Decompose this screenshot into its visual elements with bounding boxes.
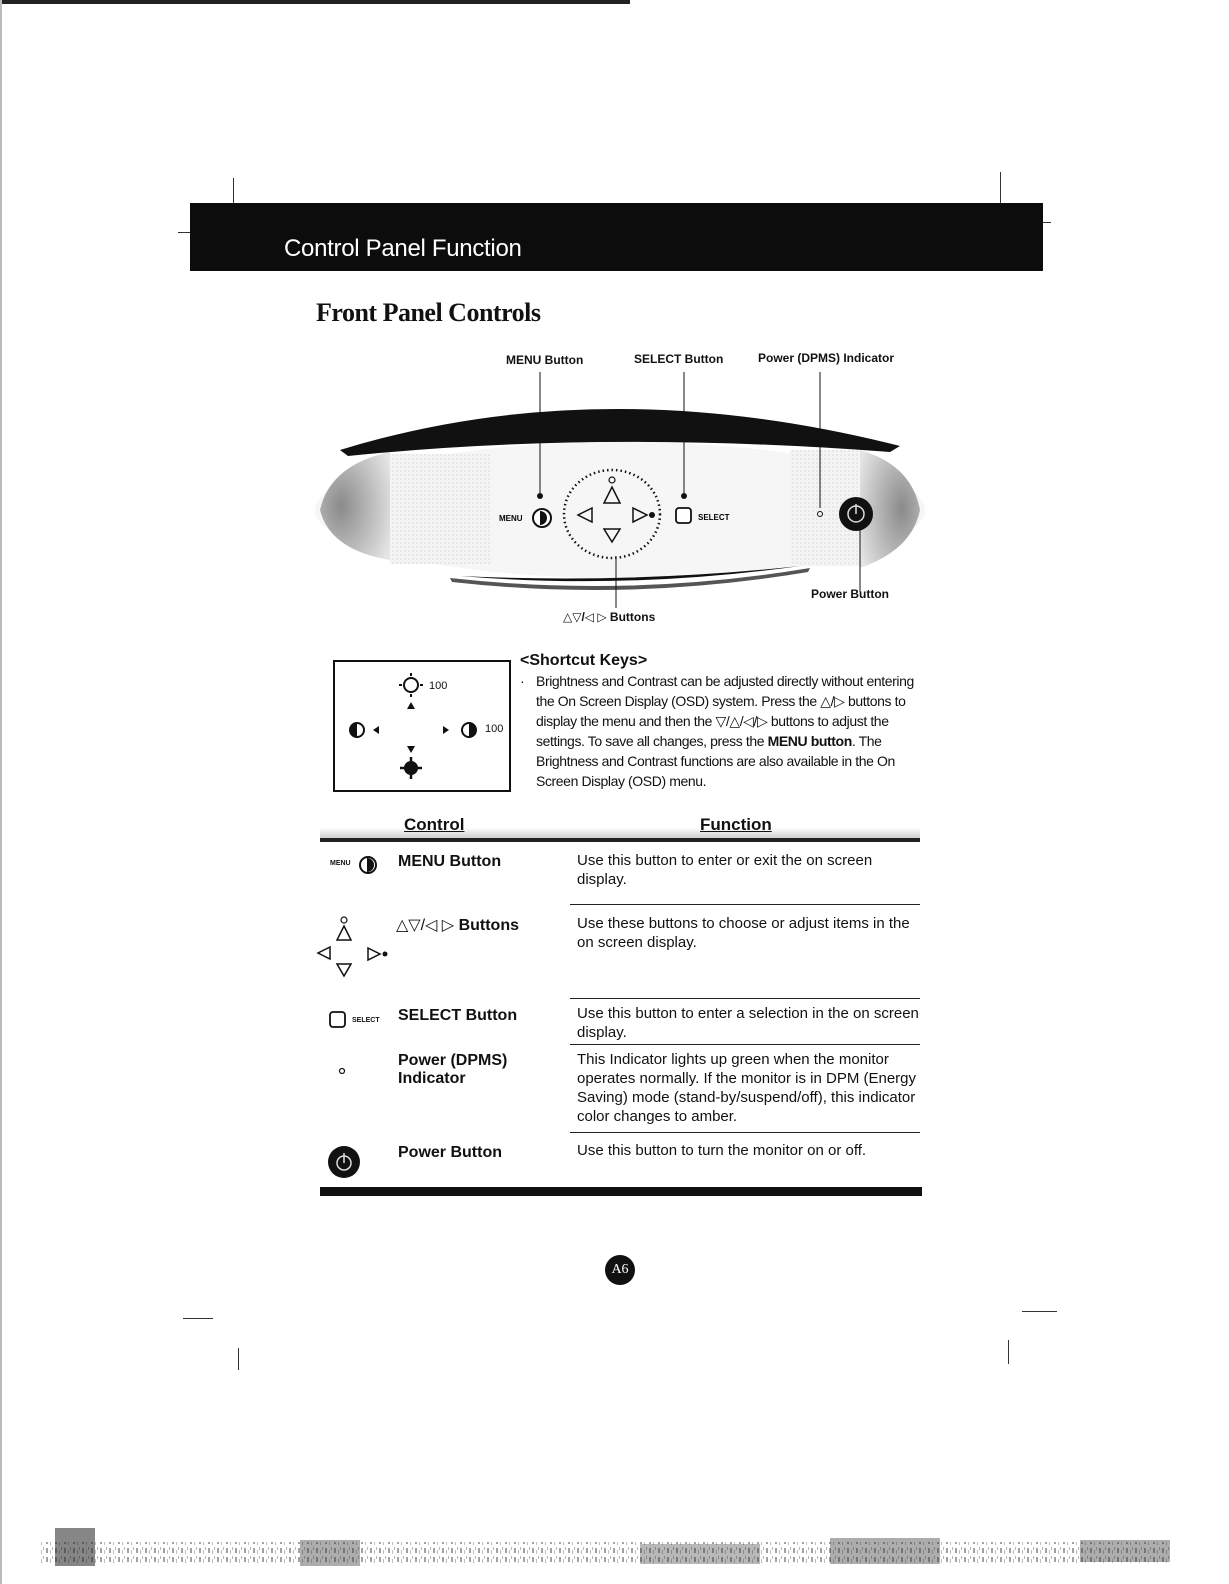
brightness-dark-icon xyxy=(400,757,422,779)
function-text: Use this button to turn the monitor on or off. xyxy=(577,1142,867,1159)
callout-select-button: SELECT Button xyxy=(634,352,724,366)
row-divider xyxy=(570,1132,920,1133)
table-bottom-bar xyxy=(320,1187,922,1196)
menu-button-icon xyxy=(357,854,379,876)
crop-mark xyxy=(1022,1311,1057,1312)
control-name: Power Button xyxy=(398,1144,502,1161)
select-label: SELECT xyxy=(352,1017,380,1024)
table-header xyxy=(320,812,920,842)
table-row xyxy=(320,850,920,905)
panel-select-label: SELECT xyxy=(698,513,730,522)
crop-mark xyxy=(178,232,190,233)
front-panel-diagram xyxy=(300,370,940,610)
crop-mark xyxy=(1043,222,1051,223)
crop-mark xyxy=(238,1348,239,1370)
row-divider xyxy=(570,904,920,905)
function-text: Use this button to enter a selection in the on screen display. xyxy=(577,1005,919,1041)
top-edge-line xyxy=(0,0,630,4)
header-control: Control xyxy=(404,815,465,834)
table-row xyxy=(320,910,920,998)
callout-power-indicator: Power (DPMS) Indicator xyxy=(758,351,895,365)
row-divider xyxy=(570,998,920,999)
header-function: Function xyxy=(700,815,772,834)
control-name: SELECT Button xyxy=(398,1007,518,1024)
power-indicator-icon xyxy=(337,1066,347,1076)
crop-mark xyxy=(183,1318,213,1319)
section-title: Front Panel Controls xyxy=(316,298,541,327)
scan-noise-strip xyxy=(0,1510,1229,1584)
panel-menu-label: MENU xyxy=(499,514,523,523)
crop-mark xyxy=(1000,172,1001,204)
page-number: A6 xyxy=(605,1255,635,1285)
select-button-icon xyxy=(328,1010,348,1030)
function-text: Use these buttons to choose or adjust items in the on screen display. xyxy=(577,915,910,951)
header-bar xyxy=(190,203,1043,271)
function-text: This Indicator lights up green when the monitor operates normally. If the monitor is in DPM (Energy Saving) mode (stand-by/suspend/off), this indicator color changes to amber. xyxy=(577,1051,917,1125)
arrow-buttons-icon xyxy=(314,914,394,986)
brightness-icon xyxy=(399,673,423,697)
shortcut-diagram-box xyxy=(333,660,511,792)
power-button-icon xyxy=(326,1144,362,1180)
bullet: · xyxy=(520,673,525,689)
function-text: Use this button to enter or exit the on screen display. xyxy=(577,852,873,888)
crop-mark xyxy=(1008,1340,1009,1364)
shortcut-keys-title: <Shortcut Keys> xyxy=(520,652,648,669)
control-name: △▽/◁ ▷ Buttons xyxy=(396,917,519,934)
left-edge-line xyxy=(0,0,2,1584)
row-divider xyxy=(570,1044,920,1045)
shortcut-arrows-diagram xyxy=(335,662,509,790)
control-name: Power (DPMS) Indicator xyxy=(398,1052,508,1087)
callout-arrow-buttons: △▽/◁ ▷ Buttons xyxy=(563,610,656,624)
menu-label: MENU xyxy=(330,860,351,867)
control-name: MENU Button xyxy=(398,853,502,870)
shortcut-keys-description: · Brightness and Contrast can be adjusted directly without entering the On Screen Display (OSD) system. Press the △/▷ buttons to display the menu and then the ▽/△/◁/▷ buttons to adjust the settings. To save all changes, press the MENU button. The Brightness and Contrast functions are also available in the On Screen Display (OSD) menu. xyxy=(520,673,914,789)
callout-menu-button: MENU Button xyxy=(506,353,584,367)
page-title: Control Panel Function xyxy=(284,235,522,262)
table-row xyxy=(320,1004,920,1044)
callout-power-button: Power Button xyxy=(811,587,889,601)
brightness-value: 100 xyxy=(429,680,448,692)
table-row xyxy=(320,1140,920,1182)
table-row xyxy=(320,1048,920,1130)
contrast-value: 100 xyxy=(485,723,504,735)
